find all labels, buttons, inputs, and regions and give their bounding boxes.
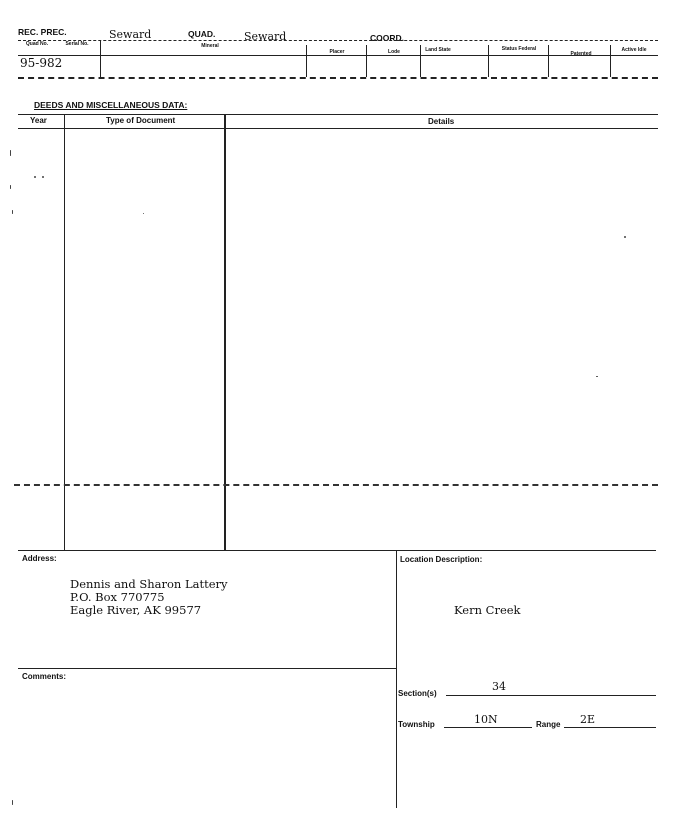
- range-underline: [564, 727, 656, 728]
- scan-speck: [12, 210, 13, 214]
- range-value: 2E: [580, 713, 596, 726]
- patented-label: Patented: [570, 51, 592, 57]
- scan-speck: [42, 176, 44, 178]
- col-type-header: Type of Document: [106, 116, 176, 125]
- location-value: Kern Creek: [454, 603, 521, 617]
- status-federal-label: Status Federal: [501, 46, 537, 52]
- address-line-3: Eagle River, AK 99577: [70, 603, 202, 617]
- township-label: Township: [398, 720, 435, 729]
- deeds-header-rule: [18, 128, 658, 129]
- section-label: Section(s): [398, 689, 437, 698]
- active-idle-label: Active Idle: [621, 47, 647, 53]
- rec-prec-label: REC. PREC.: [18, 27, 67, 37]
- header-rule-3: [18, 77, 658, 79]
- col-year-header: Year: [30, 116, 47, 125]
- mineral-label: Mineral: [201, 43, 219, 49]
- header-col-divider: [548, 45, 549, 77]
- address-line-1: Dennis and Sharon Lattery: [70, 577, 228, 591]
- scan-speck: [143, 213, 144, 214]
- quad-value: Seward: [244, 30, 287, 43]
- header-col-divider: [306, 45, 307, 77]
- address-line-2: P.O. Box 770775: [70, 590, 165, 604]
- rec-prec-value: Seward: [109, 28, 152, 41]
- township-underline: [444, 727, 532, 728]
- deeds-title: DEEDS AND MISCELLANEOUS DATA:: [34, 100, 188, 110]
- scan-speck: [624, 236, 626, 238]
- deeds-top-rule: [18, 114, 658, 115]
- col-details-header: Details: [428, 117, 455, 126]
- scan-speck: [10, 150, 11, 156]
- lode-label: Lode: [388, 49, 400, 55]
- header-col-divider: [420, 45, 421, 77]
- scan-speck: [12, 800, 13, 805]
- bottom-section-divider: [396, 550, 397, 808]
- header-col-divider: [100, 41, 101, 77]
- scan-speck: [34, 176, 36, 178]
- township-value: 10N: [474, 713, 498, 726]
- serial-no-label: Serial No.: [65, 41, 89, 47]
- header-col-divider: [610, 45, 611, 77]
- address-label: Address:: [22, 554, 57, 563]
- range-label: Range: [536, 720, 561, 729]
- header-col-divider: [488, 45, 489, 77]
- quad-no-label: Quad No.: [25, 41, 49, 47]
- section-underline: [446, 695, 656, 696]
- comments-rule: [18, 668, 396, 669]
- location-label: Location Description:: [400, 555, 483, 564]
- land-state-label: Land State: [425, 47, 451, 53]
- deeds-dashed-rule: [14, 484, 658, 486]
- comments-label: Comments:: [22, 672, 67, 681]
- header-col-divider: [366, 45, 367, 77]
- quad-label: QUAD.: [188, 29, 216, 39]
- bottom-section-rule: [18, 550, 656, 551]
- scan-speck: [596, 376, 598, 377]
- placer-label: Placer: [329, 49, 345, 55]
- scan-speck: [10, 185, 11, 189]
- header-rule-1: [18, 40, 658, 41]
- section-value: 34: [492, 680, 506, 693]
- quad-serial-value: 95-982: [20, 56, 63, 70]
- coord-label: COORD.: [370, 33, 404, 43]
